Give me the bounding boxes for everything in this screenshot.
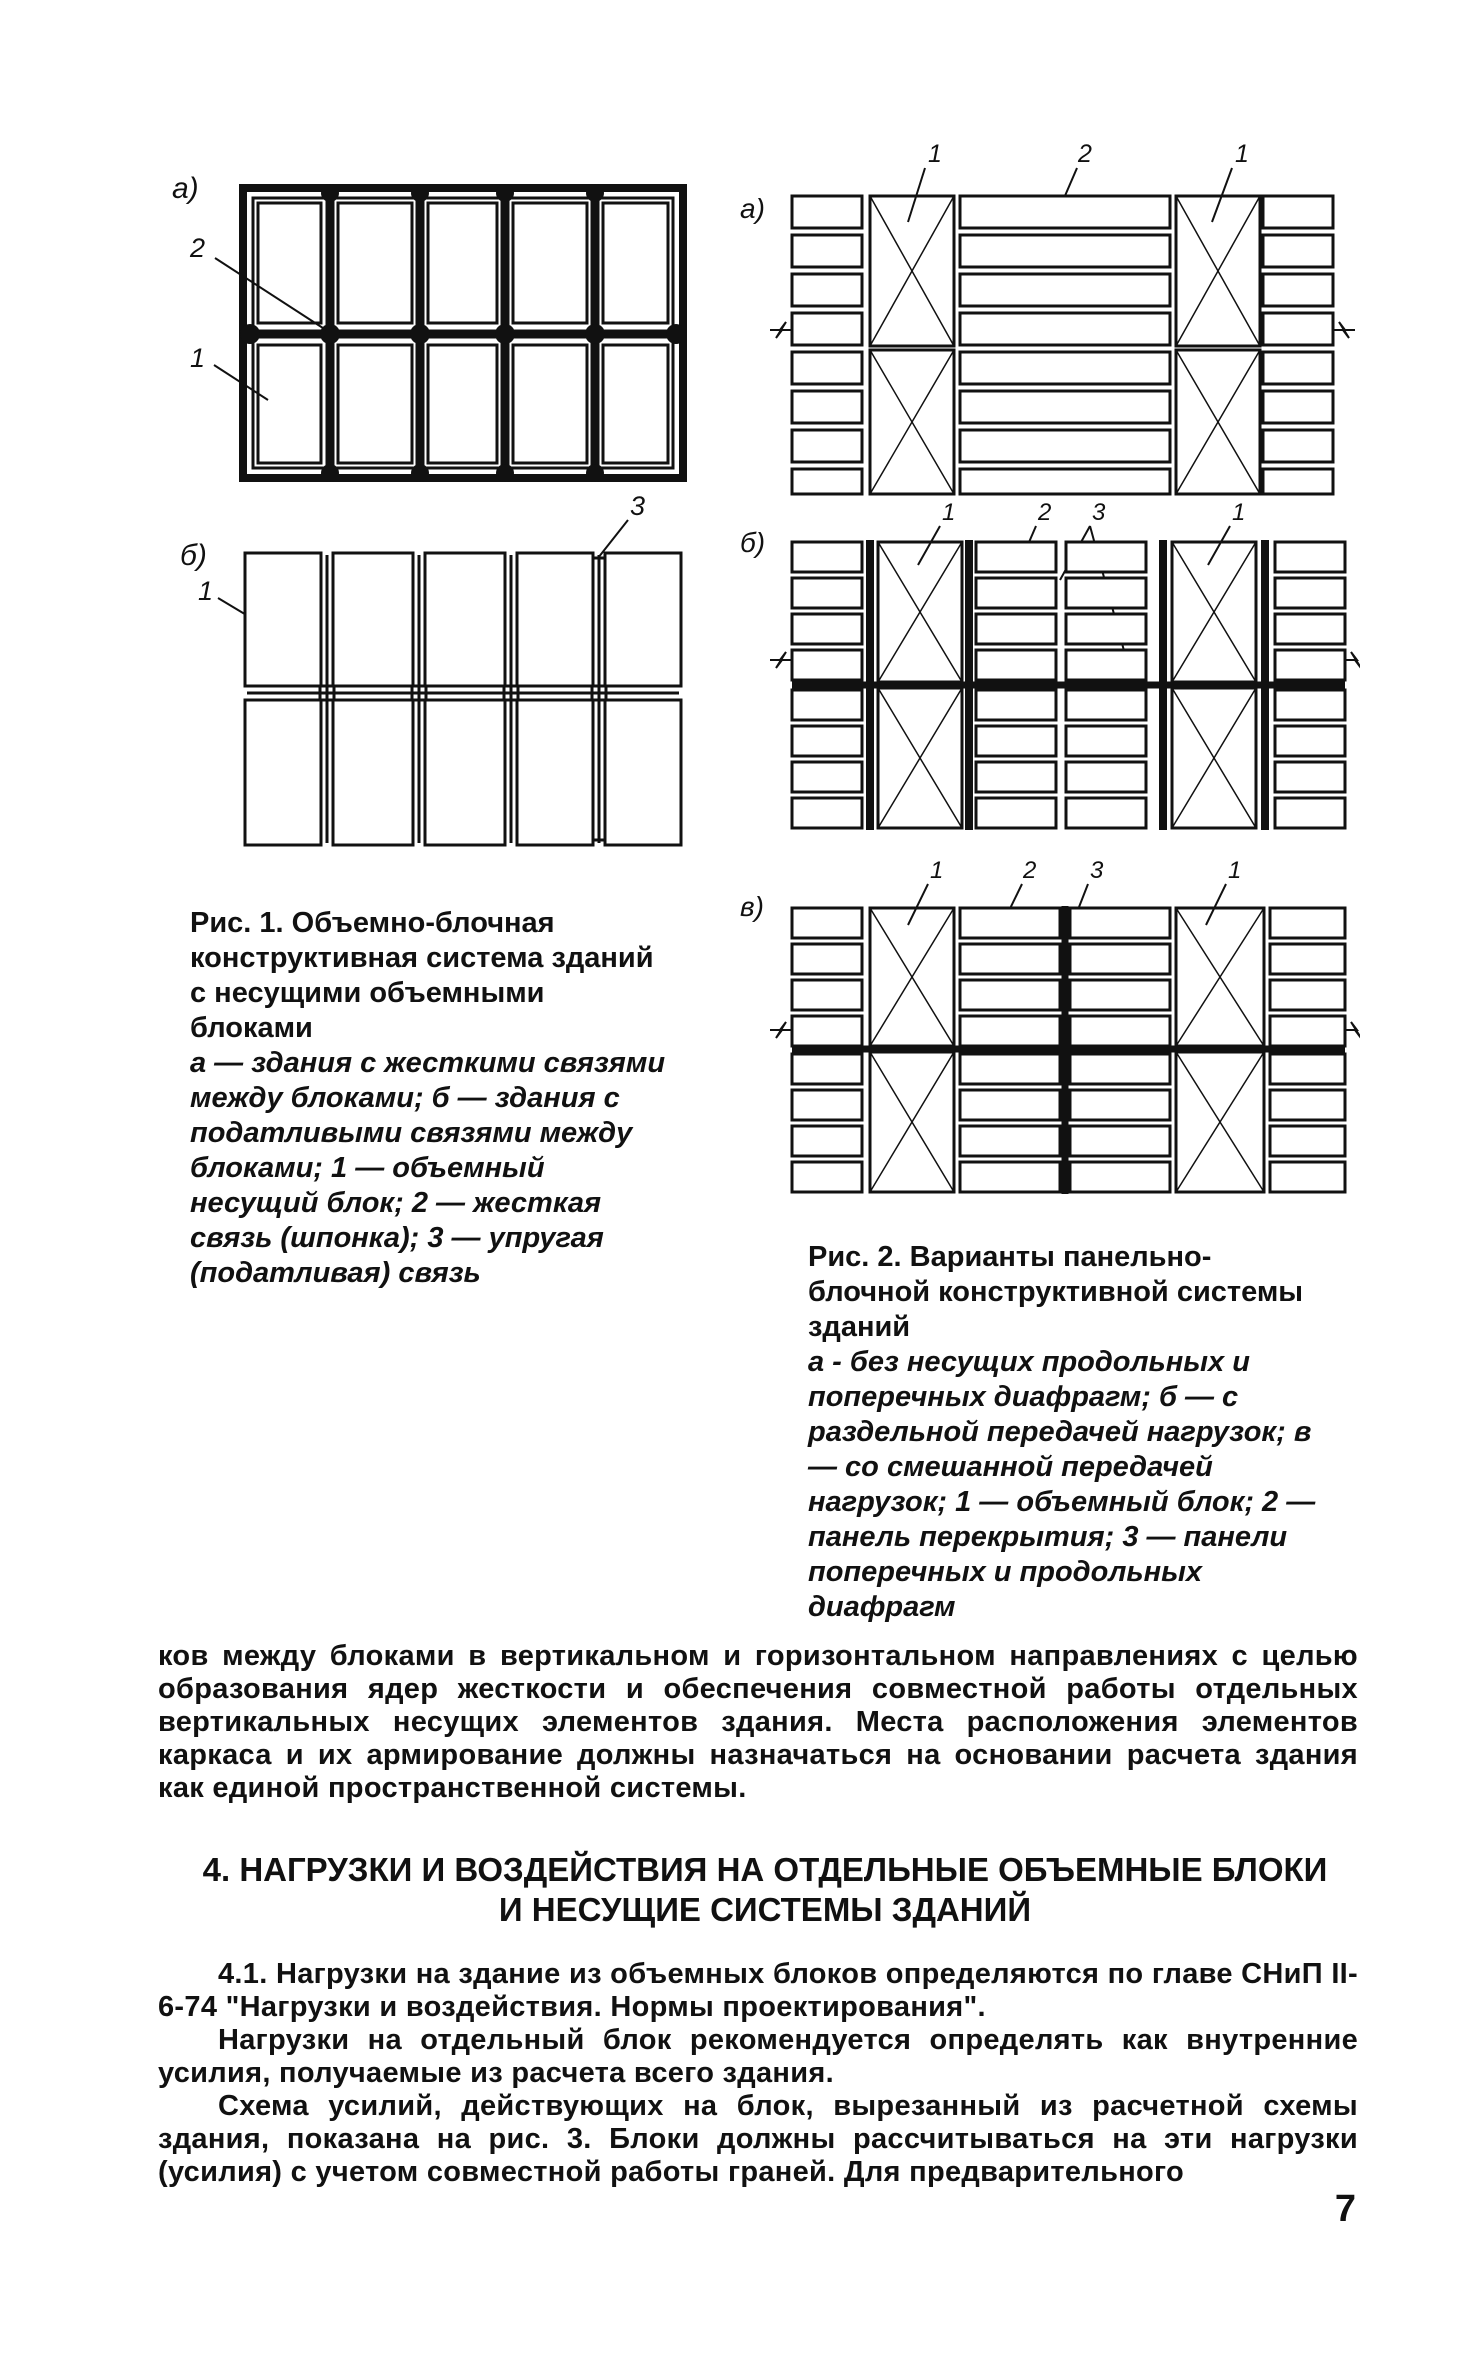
paragraph-4-1: 4.1. Нагрузки на здание из объемных блоков определяются по главе СНиП II-6-74 "Нагрузки и воздействия. Нормы проектирования". [158,1958,1358,2023]
fig2v-callout-2: 2 [1023,857,1037,884]
fig2-label-v: в) [740,891,764,922]
fig1b-blocks [245,553,681,845]
fig2-caption [808,1240,1318,1625]
fig2-label-b: б) [740,527,766,558]
fig2a-callout-1a: 1 [928,140,942,168]
paragraph-loads-block: Нагрузки на отдельный блок рекомендуется определять как внутренние усилия, получаемые из расчета всего здания. [158,2024,1358,2089]
fig2-caption-desc: а - без несущих продольных и поперечных диафрагм; б — с раздельной передачей нагрузок; в — со смешанной передачей нагрузок; 1 — объемный блок; 2 — панель перекрытия; 3 — панели поперечных и продольных диафрагм [808,1346,1316,1623]
fig1a-callout-2: 2 [190,233,206,263]
page-number: 7 [1334,2188,1356,2230]
fig1-label-a: а) [172,172,199,205]
intro-paragraph [158,1640,1358,1805]
figure-2 [720,0,1360,1220]
fig1a-callout-1: 1 [190,343,206,373]
fig1b-callout-1: 1 [198,576,214,606]
section-body [158,1958,1358,2189]
fig2b-callout-1a: 1 [942,499,956,526]
fig1b-callout-3: 3 [630,491,646,521]
fig2v-callout-1a: 1 [930,857,944,884]
fig2v-callout-3: 3 [1090,857,1104,884]
intro-paragraph-text: ков между блоками в вертикальном и горизонтальном направлениях с целью образования ядер жесткости и обеспечения совместной работы отдельных вертикальных несущих элементов здания. Места расположения элементов каркаса и их армирование должны назначаться на основании расчета здания как единой пространственной системы. [158,1640,1358,1804]
fig2v-callout-1b: 1 [1228,857,1242,884]
fig2b-callout-3: 3 [1092,499,1106,526]
fig1-caption-title: Рис. 1. Объемно-блочная конструктивная система зданий с несущими объемными блоками [190,907,654,1044]
fig2b-callout-2: 2 [1038,499,1052,526]
section-heading: 4. НАГРУЗКИ И ВОЗДЕЙСТВИЯ НА ОТДЕЛЬНЫЕ ОБЪЕМНЫЕ БЛОКИ И НЕСУЩИЕ СИСТЕМЫ ЗДАНИЙ [202,1851,1328,1928]
figure-1 [0,0,720,880]
fig2a-callout-1b: 1 [1235,140,1249,168]
fig1-caption-desc: а — здания с жесткими связями между блоками; б — здания с податливыми связями между блоками; 1 — объемный несущий блок; 2 — жесткая связь (шпонка); 3 — упругая (податливая) связь [190,1047,666,1289]
fig1-caption [190,906,675,1291]
fig2-caption-title: Рис. 2. Варианты панельно-блочной конструктивной системы зданий [808,1241,1304,1343]
fig2-label-a: а) [740,193,765,224]
fig1-label-b: б) [180,539,207,572]
paragraph-force-scheme: Схема усилий, действующих на блок, вырезанный из расчетной схемы здания, показана на рис. 3. Блоки должны рассчитываться на эти нагрузки (усилия) с учетом совместной работы граней. Для предварительного [158,2090,1358,2188]
fig2a-callout-2: 2 [1078,140,1092,168]
fig2b-callout-1b: 1 [1232,499,1246,526]
fig2v-diaphragm-panels [792,906,1345,1194]
